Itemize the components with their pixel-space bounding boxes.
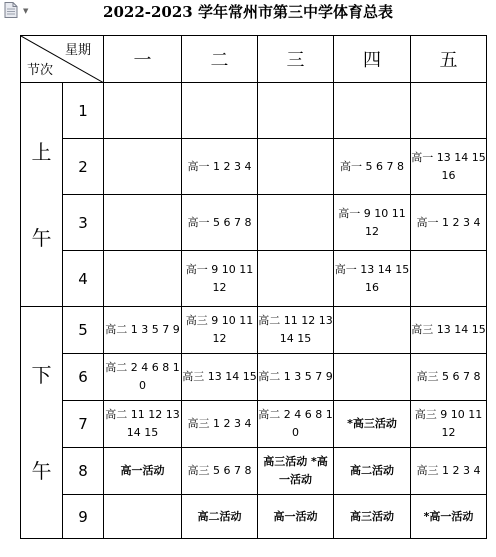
day-header: 二 [182, 36, 258, 83]
schedule-cell: 高二 11 12 13 14 15 [258, 307, 334, 354]
table-row [21, 495, 487, 539]
schedule-cell [258, 139, 334, 195]
schedule-cell [104, 195, 182, 251]
schedule-cell: 高一 13 14 15 16 [334, 251, 411, 307]
schedule-cell: 高三 13 14 15 [182, 354, 258, 401]
afternoon-group-label [21, 307, 63, 539]
schedule-cell [104, 251, 182, 307]
schedule-cell: 高二 2 4 6 8 10 [258, 401, 334, 448]
schedule-cell: 高三 9 10 11 12 [411, 401, 487, 448]
schedule-cell: 高一活动 [258, 495, 334, 539]
table-row [21, 448, 487, 495]
schedule-table [20, 35, 487, 539]
period-number: 7 [63, 401, 104, 448]
schedule-cell: 高一 5 6 7 8 [334, 139, 411, 195]
schedule-cell: 高二 1 3 5 7 9 [258, 354, 334, 401]
corner-bottom-label: 节次 [27, 63, 54, 78]
schedule-cell [104, 83, 182, 139]
schedule-cell: 高三 5 6 7 8 [182, 448, 258, 495]
schedule-cell: 高一活动 [104, 448, 182, 495]
schedule-cell: 高一 9 10 11 12 [182, 251, 258, 307]
table-row [21, 195, 487, 251]
period-number: 9 [63, 495, 104, 539]
corner-cell [21, 36, 104, 83]
schedule-cell: *高一活动 [411, 495, 487, 539]
schedule-cell: 高一 5 6 7 8 [182, 195, 258, 251]
schedule-cell [104, 139, 182, 195]
period-number: 2 [63, 139, 104, 195]
schedule-cell [334, 354, 411, 401]
schedule-cell: 高二 11 12 13 14 15 [104, 401, 182, 448]
day-header: 四 [334, 36, 411, 83]
morning-group-label [21, 83, 63, 307]
schedule-cell: 高一 13 14 15 16 [411, 139, 487, 195]
day-header: 三 [258, 36, 334, 83]
schedule-cell [334, 307, 411, 354]
period-number: 5 [63, 307, 104, 354]
page-title: 2022-2023 学年常州市第三中学体育总表 [103, 3, 393, 21]
schedule-cell: 高三 9 10 11 12 [182, 307, 258, 354]
schedule-cell [411, 83, 487, 139]
table-row [21, 354, 487, 401]
group-char: 下 [31, 362, 52, 387]
table-row [21, 139, 487, 195]
day-header: 一 [104, 36, 182, 83]
schedule-cell: 高一 1 2 3 4 [182, 139, 258, 195]
group-char: 午 [31, 225, 52, 250]
period-number: 3 [63, 195, 104, 251]
schedule-cell: 高三 1 2 3 4 [411, 448, 487, 495]
period-number: 8 [63, 448, 104, 495]
schedule-cell: 高三活动 *高一活动 [258, 448, 334, 495]
table-row [21, 83, 487, 139]
table-row [21, 251, 487, 307]
schedule-cell [411, 251, 487, 307]
schedule-cell [334, 83, 411, 139]
period-number: 4 [63, 251, 104, 307]
group-char: 上 [31, 139, 52, 164]
corner-top-label: 星期 [64, 43, 91, 58]
chevron-down-icon[interactable]: ▼ [23, 7, 29, 15]
schedule-cell: 高二活动 [334, 448, 411, 495]
schedule-cell [182, 83, 258, 139]
schedule-cell: *高三活动 [334, 401, 411, 448]
period-number: 1 [63, 83, 104, 139]
schedule-cell: 高三 13 14 15 [411, 307, 487, 354]
schedule-cell [258, 195, 334, 251]
group-char: 午 [31, 458, 52, 483]
schedule-cell [104, 495, 182, 539]
schedule-cell [258, 251, 334, 307]
schedule-cell: 高一 1 2 3 4 [411, 195, 487, 251]
schedule-cell: 高二 1 3 5 7 9 [104, 307, 182, 354]
schedule-cell: 高三 5 6 7 8 [411, 354, 487, 401]
day-header: 五 [411, 36, 487, 83]
table-row [21, 307, 487, 354]
period-number: 6 [63, 354, 104, 401]
schedule-cell: 高二 2 4 6 8 10 [104, 354, 182, 401]
header-row [21, 36, 487, 83]
table-row [21, 401, 487, 448]
schedule-cell [258, 83, 334, 139]
schedule-cell: 高一 9 10 11 12 [334, 195, 411, 251]
schedule-cell: 高二活动 [182, 495, 258, 539]
schedule-cell: 高三活动 [334, 495, 411, 539]
schedule-cell: 高三 1 2 3 4 [182, 401, 258, 448]
